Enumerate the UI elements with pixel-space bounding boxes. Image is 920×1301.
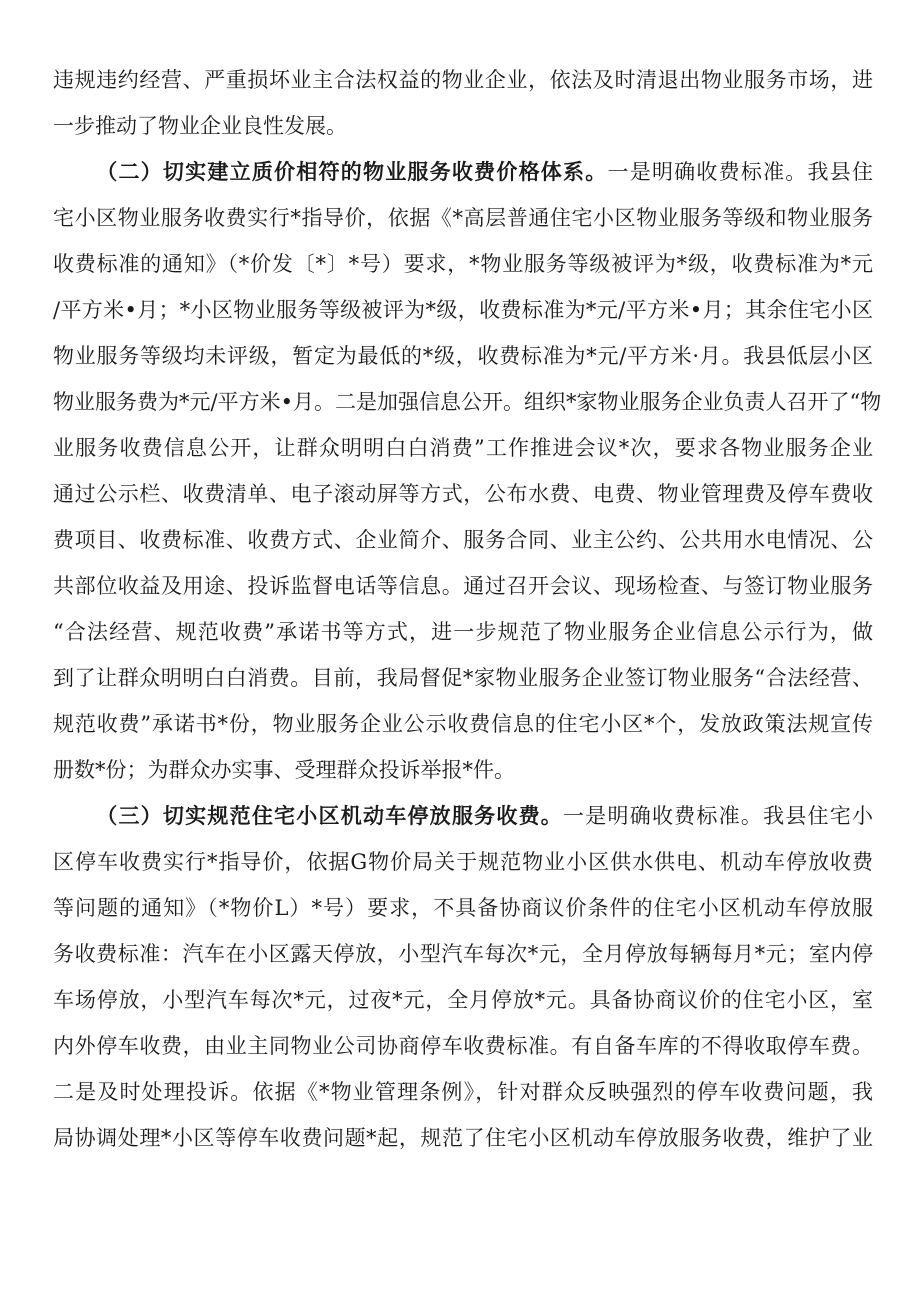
paragraph-line: 区停车收费实行*指导价，依据G物价局关于规范物业小区供水供电、机动车停放收费	[53, 850, 873, 874]
paragraph-line: 物业服务等级均未评级，暂定为最低的*级，收费标准为*元/平方米·月。我县低层小区	[53, 344, 873, 368]
paragraph-line: 到了让群众明明白白消费。目前，我局督促*家物业服务企业签订物业服务“合法经营、	[53, 666, 873, 690]
paragraph-line: 违规违约经营、严重损坏业主合法权益的物业企业，依法及时清退出物业服务市场，进	[53, 68, 873, 92]
paragraph-line: 宅小区物业服务收费实行*指导价，依据《*高层普通住宅小区物业服务等级和物业服务	[53, 206, 873, 230]
paragraph-line: 收费标准的通知》（*价发〔*〕*号）要求，*物业服务等级被评为*级，收费标准为*元	[53, 252, 873, 276]
paragraph-line: 规范收费”承诺书*份，物业服务企业公示收费信息的住宅小区*个，发放政策法规宣传	[53, 712, 873, 736]
paragraph-line: 通过公示栏、收费清单、电子滚动屏等方式，公布水费、电费、物业管理费及停车费收	[53, 482, 873, 506]
paragraph-line: 共部位收益及用途、投诉监督电话等信息。通过召开会议、现场检查、与签订物业服务	[53, 574, 873, 598]
paragraph-line: 费项目、收费标准、收费方式、企业简介、服务合同、业主公约、公共用水电情况、公	[53, 528, 873, 552]
paragraph-line: 局协调处理*小区等停车收费问题*起，规范了住宅小区机动车停放服务收费，维护了业	[53, 1126, 873, 1150]
section-heading-2-text: 一是明确收费标准。我县住	[607, 160, 873, 184]
paragraph-line: 业服务收费信息公开，让群众明明白白消费”工作推进会议*次，要求各物业服务企业	[53, 436, 873, 460]
paragraph-line: 二是及时处理投诉。依据《*物业管理条例》，针对群众反映强烈的停车收费问题，我	[53, 1080, 873, 1104]
paragraph-line: “合法经营、规范收费”承诺书等方式，进一步规范了物业服务企业信息公示行为，做	[53, 620, 873, 644]
section-heading-2-title: （二）切实建立质价相符的物业服务收费价格体系。	[95, 159, 608, 184]
paragraph-line: 一步推动了物业企业良性发展。	[53, 114, 347, 138]
section-heading-3-line	[53, 798, 873, 834]
section-heading-3-title: （三）切实规范住宅小区机动车停放服务收费。	[95, 803, 564, 828]
section-heading-3-text: 一是明确收费标准。我县住宅小	[563, 804, 874, 828]
paragraph-line: /平方米•月；*小区物业服务等级被评为*级，收费标准为*元/平方米•月；其余住宅小区	[53, 298, 873, 322]
paragraph-line: 内外停车收费，由业主同物业公司协商停车收费标准。有自备车库的不得收取停车费。	[53, 1034, 873, 1058]
section-heading-2-line	[53, 154, 873, 190]
paragraph-line: 务收费标准：汽车在小区露天停放，小型汽车每次*元，全月停放每辆每月*元；室内停	[53, 942, 873, 966]
paragraph-line: 物业服务费为*元/平方米•月。二是加强信息公开。组织*家物业服务企业负责人召开了“物	[53, 390, 882, 414]
paragraph-line: 等问题的通知》（*物价L）*号）要求，不具备协商议价条件的住宅小区机动车停放服	[53, 896, 873, 920]
paragraph-line: 车场停放，小型汽车每次*元，过夜*元，全月停放*元。具备协商议价的住宅小区，室	[53, 988, 873, 1012]
paragraph-line: 册数*份；为群众办实事、受理群众投诉举报*件。	[53, 758, 515, 782]
